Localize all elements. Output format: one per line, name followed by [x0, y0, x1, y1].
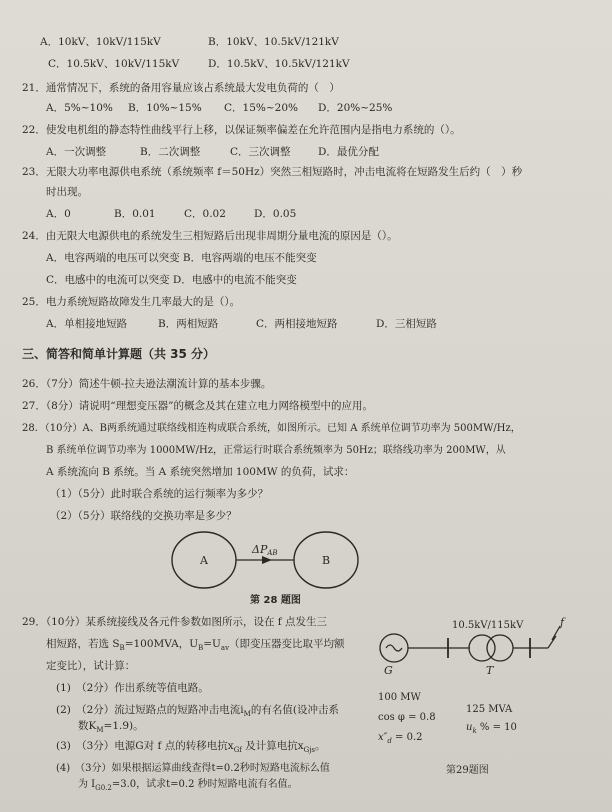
fig29-xfmr-u-val: % = 10: [476, 722, 517, 733]
q28-line2: B 系统单位调节功率为 1000MW/Hz，正常运行时联合系统频率为 50Hz；联络线功率为 200MW，从: [46, 445, 506, 456]
q21-option-a: A．5%~10%: [46, 102, 113, 114]
fig29-caption: 第29题图: [446, 765, 489, 776]
q29-sub1: (1) （2分）作出系统等值电路。: [56, 682, 209, 694]
fig29-xfmr-u-main: u: [466, 722, 473, 733]
q25-option-b: B．两相短路: [158, 318, 219, 330]
q29-sub2b: 数$K_M=1.9$)。: [78, 720, 144, 735]
q23-stem-line1: 23．无限大功率电源供电系统（系统频率 f＝50Hz）突然三相短路时，冲击电流将在短路发生后约（ ）秒: [22, 166, 523, 178]
q21-option-b: B．10%~15%: [128, 102, 202, 114]
fig28-caption: 第 28 题图: [250, 595, 301, 606]
q21-stem: 21．通常情况下，系统的备用容量应该占系统最大发电负荷的（ ）: [22, 82, 340, 94]
fig29-xfmr-s: 125 MVA: [466, 704, 513, 715]
fig29-xfmr-label: T: [486, 664, 494, 677]
q22-option-a: A．一次调整: [46, 146, 107, 158]
fig29-xfmr-winding-2: [487, 635, 513, 661]
q29-sub3: (3) （3分）电源G对 f 点的转移电抗$x_{Gf}$ 及计算电抗$x_{Gjs}$。: [56, 740, 326, 755]
fig29-gen-p: 100 MW: [378, 692, 421, 703]
fig29-gen-x-sub: d: [387, 737, 392, 745]
q25-option-d: D．三相短路: [376, 318, 437, 330]
q29-sub4a: (4) （3分）如果根据运算曲线查得t=0.2秒时短路电流标么值: [56, 763, 330, 774]
q29-line1: 29．（10分）某系统接线及各元件参数如图所示，设在 f 点发生三: [22, 616, 328, 628]
q23-stem-line2: 时出现。: [46, 186, 88, 198]
fig28-delta-p-main: ΔP: [252, 543, 268, 556]
q25-option-c: C．两相接地短路: [256, 318, 338, 330]
q29-line2: 相短路，若选 $S_B=100MVA$，$U_B=U_{av}$（即变压器变比取平均额: [46, 638, 345, 653]
q21-option-c: C．15%~20%: [224, 102, 299, 114]
q23-option-a: A．0: [46, 208, 71, 220]
fig29-xfmr-ratio: 10.5kV/115kV: [452, 620, 524, 631]
fig29-gen-x: [378, 732, 423, 745]
section-3-title: 三、简答和简单计算题（共 35 分）: [22, 347, 216, 361]
q29-line3: 定变比），试计算：: [46, 660, 136, 672]
q25-option-a: A．单相接地短路: [46, 318, 128, 330]
fig29-xfmr-u: [466, 722, 517, 735]
fig29-sine-icon: [386, 645, 402, 651]
q27-text: 27．（8分）请说明“理想变压器”的概念及其在建立电力网络模型中的应用。: [22, 400, 374, 412]
q22-option-d: D．最优分配: [318, 146, 379, 158]
q28-line3: A 系统流向 B 系统。当 A 系统突然增加 100MW 的负荷，试求：: [46, 466, 355, 478]
q29-sub4b: 为 $I_{G0.2}=3.0$，试求t=0.2 秒时短路电流有名值。: [78, 779, 298, 792]
q22-stem: 22．使发电机组的静态特性曲线平行上移，以保证频率偏差在允许范围内是指电力系统的（）。: [22, 124, 461, 136]
q22-option-c: C．三次调整: [230, 146, 291, 158]
fig29-fault-icon: [548, 626, 560, 648]
fig28-delta-p-sub: AB: [267, 549, 278, 557]
q24-stem: 24．由无限大电源供电的系统发生三相短路后出现非周期分量电流的原因是（）。: [22, 230, 398, 242]
q21-option-d: D．20%~25%: [318, 102, 393, 114]
fig28-label-b: B: [322, 554, 331, 567]
q29-sub2a: (2) （2分）流过短路点的短路冲击电流$i_M$的有名值(设冲击系: [56, 704, 339, 719]
fig29-fault-label: f: [560, 616, 565, 629]
q24-options-cd: C．电感中的电流可以突变 D．电感中的电流不能突变: [46, 274, 297, 286]
q25-stem: 25．电力系统短路故障发生几率最大的是（）。: [22, 296, 241, 308]
q28-sub1: （1）（5分）此时联合系统的运行频率为多少？: [50, 488, 269, 500]
fig29-gen-cos: cos φ = 0.8: [378, 712, 436, 723]
q23-option-c: C．0.02: [184, 208, 226, 220]
fig29-xfmr-u-sub: k: [472, 727, 477, 735]
q24-options-ab: A．电容两端的电压可以突变 B．电容两端的电压不能突变: [46, 252, 317, 264]
q20-option-b: B．10kV、10.5kV/121kV: [208, 36, 339, 48]
q20-option-a: A．10kV、10kV/115kV: [40, 36, 161, 48]
q23-option-b: B．0.01: [114, 208, 156, 220]
q20-option-c: C．10.5kV、10kV/115kV: [48, 58, 180, 70]
fig28-label-a: A: [200, 554, 208, 567]
q28-sub2: （2）（5分）联络线的交换功率是多少？: [50, 510, 237, 522]
q22-option-b: B．二次调整: [140, 146, 201, 158]
q20-option-d: D．10.5kV、10.5kV/121kV: [208, 58, 350, 70]
q23-option-d: D．0.05: [254, 208, 297, 220]
fig29-gen-x-main: x″: [378, 732, 388, 743]
q26-text: 26．（7分）简述牛顿-拉夫逊法潮流计算的基本步骤。: [22, 378, 272, 390]
fig29-gen-x-val: = 0.2: [391, 732, 423, 743]
fig29-gen-label: G: [384, 664, 393, 677]
q28-line1: 28．（10分）A、B两系统通过联络线相连构成联合系统，如图所示。已知 A 系统单位调节功率为 500MW/Hz，: [22, 423, 521, 434]
